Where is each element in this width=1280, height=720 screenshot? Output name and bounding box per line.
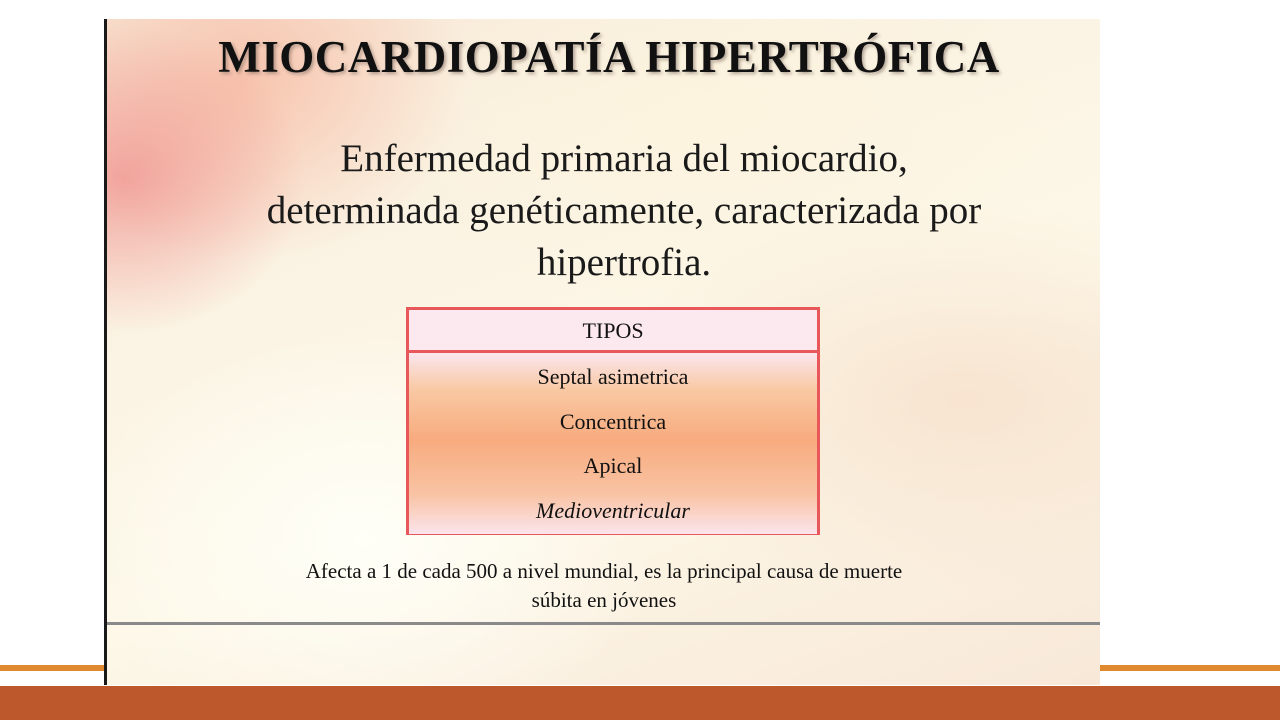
definition-line: Enfermedad primaria del miocardio, xyxy=(340,137,908,180)
types-table-item: Medioventricular xyxy=(536,497,690,523)
types-table-item: Concentrica xyxy=(559,408,667,434)
definition-text xyxy=(164,133,1084,289)
slide-title: MIOCARDIOPATÍA HIPERTRÓFICA xyxy=(218,32,1000,82)
types-table xyxy=(406,307,820,535)
slide-divider-rule xyxy=(107,622,1100,625)
definition-line: determinada genéticamente, caracterizada por xyxy=(266,189,982,232)
types-table-header: TIPOS xyxy=(409,310,817,353)
definition-line: hipertrofia. xyxy=(536,241,712,284)
types-table-item: Apical xyxy=(583,453,643,478)
footnote-line: Afecta a 1 de cada 500 a nivel mundial, es la principal causa de muerte xyxy=(305,559,903,583)
theme-bottom-band xyxy=(0,686,1280,720)
slide-left-border xyxy=(104,19,107,685)
types-table-item: Septal asimetrica xyxy=(537,364,689,389)
embedded-slide-image xyxy=(104,19,1100,685)
footnote-text xyxy=(194,557,1014,615)
types-table-body xyxy=(409,353,817,534)
footnote-line: súbita en jóvenes xyxy=(531,588,677,612)
